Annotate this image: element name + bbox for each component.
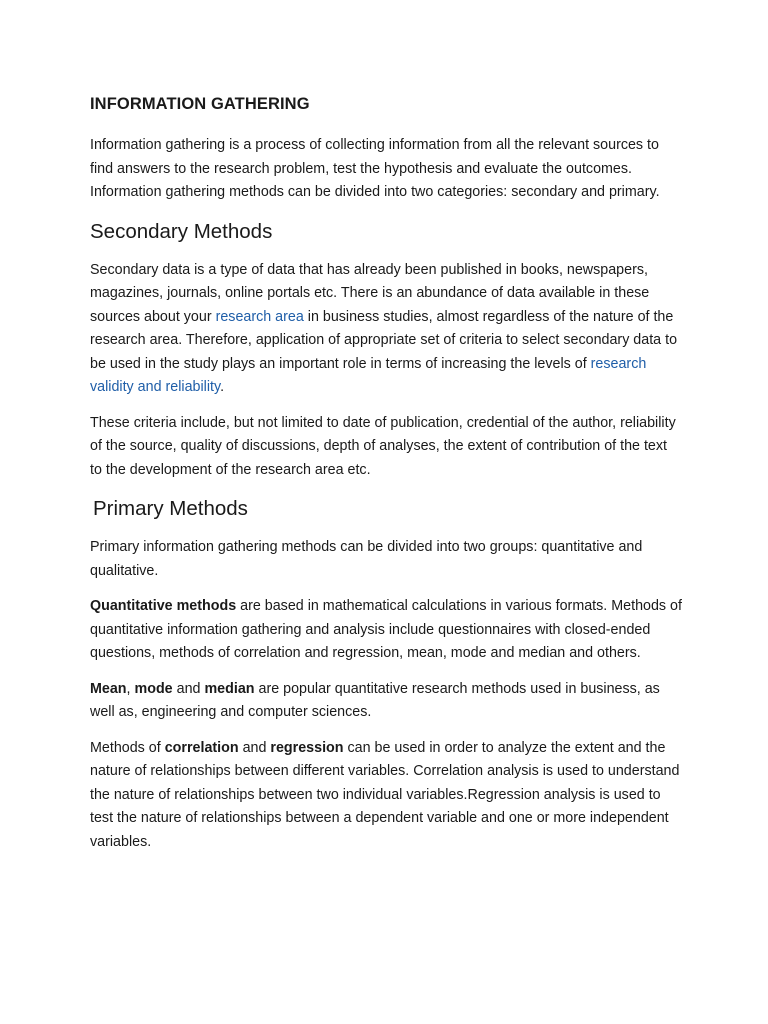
cr-text-c: can be used in order to analyze the extent and the nature of relationships between different variables. Correlation analysis is used to understand the nature of relationships between two individual variables.Regression analysis is used to test the nature of relationships between a dependent variable and one or more independent variables. [90,739,680,850]
research-area-link[interactable]: research area [215,308,304,325]
secondary-p1-text-c: . [220,379,225,395]
secondary-methods-heading: Secondary Methods [90,219,273,243]
mmm-text: are popular quantitative research methods used in business, as well as, engineering and computer sciences. [90,680,660,720]
regression-term: regression [270,739,344,756]
secondary-p1-text-a: Secondary data is a type of data that has already been published in books, newspapers, magazines, journals, online portals etc. There is an abundance of data available in these sources about your [90,261,650,325]
mode-term: mode [134,680,173,697]
quantitative-paragraph [90,595,682,666]
quantitative-text: are based in mathematical calculations in various formats. Methods of quantitative information gathering and analysis include questionnaires with closed-ended questions, methods of correlation and regression, mean, mode and median and others. [90,598,682,661]
secondary-paragraph-2: These criteria include, but not limited to date of publication, credential of the author, reliability of the source, quality of discussions, depth of analyses, the extent of contribution of the text to the development of the research area etc. [90,414,676,478]
document-title: INFORMATION GATHERING [90,95,310,113]
cr-text-b: and [238,739,271,756]
intro-paragraph: Information gathering is a process of collecting information from all the relevant sources to find answers to the research problem, test the hypothesis and evaluate the outcomes. Information gathering methods can be divided into two categories: secondary and primary. [90,137,660,200]
primary-methods-heading: Primary Methods [93,497,248,520]
research-validity-link[interactable]: research validity and reliability [90,355,647,395]
document-content [90,92,682,866]
mean-term: Mean [90,680,127,697]
mmm-sep-2: and [172,680,205,697]
secondary-p1-text-b: in business studies, almost regardless of the nature of the research area. Therefore, application of appropriate set of criteria to select secondary data to be used in the study plays an important role in terms of increasing the levels of [90,308,678,372]
cr-text-a: Methods of [90,739,165,756]
correlation-regression-paragraph [90,737,682,855]
correlation-term: correlation [164,739,239,756]
quantitative-methods-term: Quantitative methods [90,598,237,614]
secondary-paragraph-1 [90,259,682,400]
mmm-sep-1: , [126,680,135,697]
mean-mode-median-paragraph [90,678,682,725]
median-term: median [204,680,255,697]
primary-paragraph-1: Primary information gathering methods can be divided into two groups: quantitative and qualitative. [90,539,643,579]
